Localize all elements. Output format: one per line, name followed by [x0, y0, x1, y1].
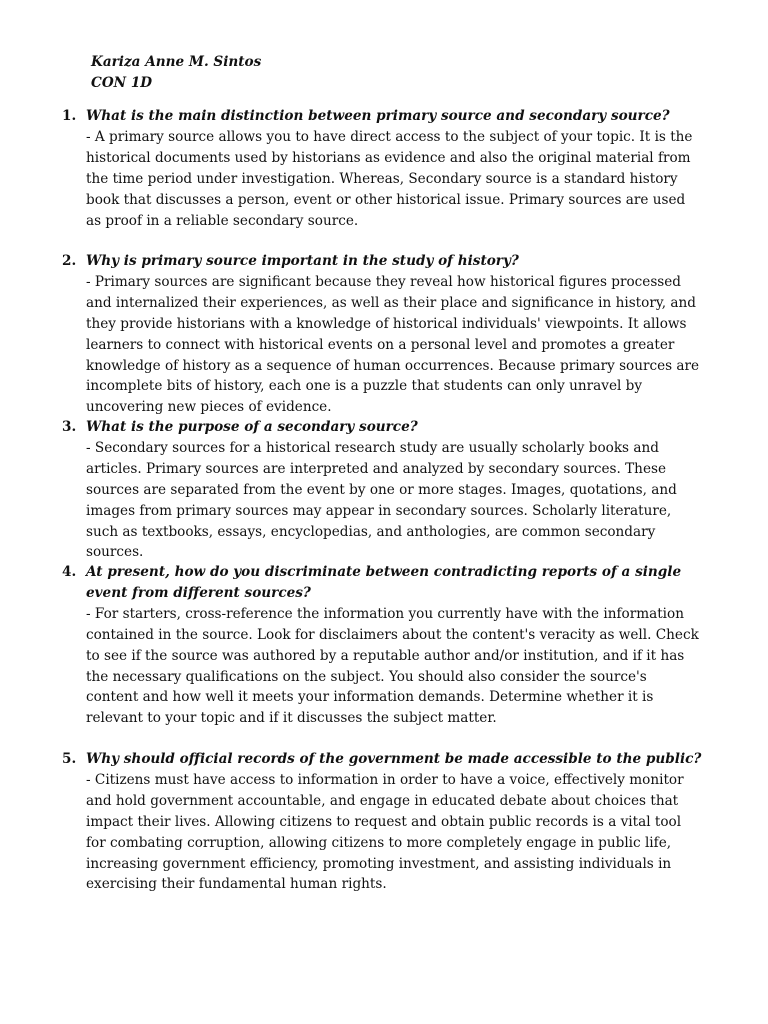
question-text: What is the purpose of a secondary source?	[86, 419, 418, 435]
author-name: Kariza Anne M. Sintos	[91, 54, 262, 70]
question-number: 2.	[62, 253, 77, 269]
question-heading	[62, 417, 702, 438]
answer-text: - Citizens must have access to information in order to have a voice, effectively monitor and hold government accountable, and engage in educated debate about choices that impact their lives. Allowing citizens to request and obtain public records is a vital tool for combating corruption, allowing citizens to more completely engage in public life, increasing government efficiency, promoting investment, and assisting individuals in exercising their fundamental human rights.	[86, 771, 684, 893]
question-text: What is the main distinction between primary source and secondary source?	[86, 108, 670, 124]
question-number: 3.	[62, 419, 77, 435]
question-heading	[62, 251, 702, 272]
class-section: CON 1D	[91, 75, 153, 91]
answer-text: - A primary source allows you to have direct access to the subject of your topic. It is the historical documents used by historians as evidence and also the original material from the time period under investigation. Whereas, Secondary source is a standard history book that discusses a person, event or other historical issue. Primary sources are used as proof in a reliable secondary source.	[86, 128, 693, 229]
question-heading	[62, 749, 702, 770]
question-block-4	[62, 562, 702, 729]
question-number: 4.	[62, 564, 77, 580]
question-block-2	[62, 251, 702, 418]
question-block-3	[62, 417, 702, 563]
answer-text: - Primary sources are significant because they reveal how historical figures processed and internalized their experiences, as well as their place and significance in history, and they provide historians with a knowledge of historical individuals' viewpoints. It allows learners to connect with historical events on a personal level and promotes a greater knowledge of history as a sequence of human occurrences. Because primary sources are incomplete bits of history, each one is a puzzle that students can only unravel by uncovering new pieces of evidence.	[86, 273, 700, 416]
question-number: 1.	[62, 108, 77, 124]
question-text: At present, how do you discriminate between contradicting reports of a single event from different sources?	[86, 564, 682, 601]
question-heading	[62, 562, 702, 604]
question-text: Why should official records of the government be made accessible to the public?	[86, 751, 702, 767]
answer-text: - For starters, cross-reference the information you currently have with the information contained in the source. Look for disclaimers about the content's veracity as well. Check to see if the source was authored by a reputable author and/or institution, and if it has the necessary qualifications on the subject. You should also consider the source's content and how well it meets your information demands. Determine whether it is relevant to your topic and if it discusses the subject matter.	[86, 605, 699, 727]
document-header	[91, 52, 261, 94]
question-block-1	[62, 106, 702, 231]
question-block-5	[62, 749, 702, 895]
answer-text: - Secondary sources for a historical research study are usually scholarly books and articles. Primary sources are interpreted and analyzed by secondary sources. These sources are separated from the event by one or more stages. Images, quotations, and images from primary sources may appear in secondary sources. Scholarly literature, such as textbooks, essays, encyclopedias, and anthologies, are common secondary sources.	[86, 439, 677, 561]
question-text: Why is primary source important in the study of history?	[86, 253, 519, 269]
question-number: 5.	[62, 751, 77, 767]
question-heading	[62, 106, 702, 127]
